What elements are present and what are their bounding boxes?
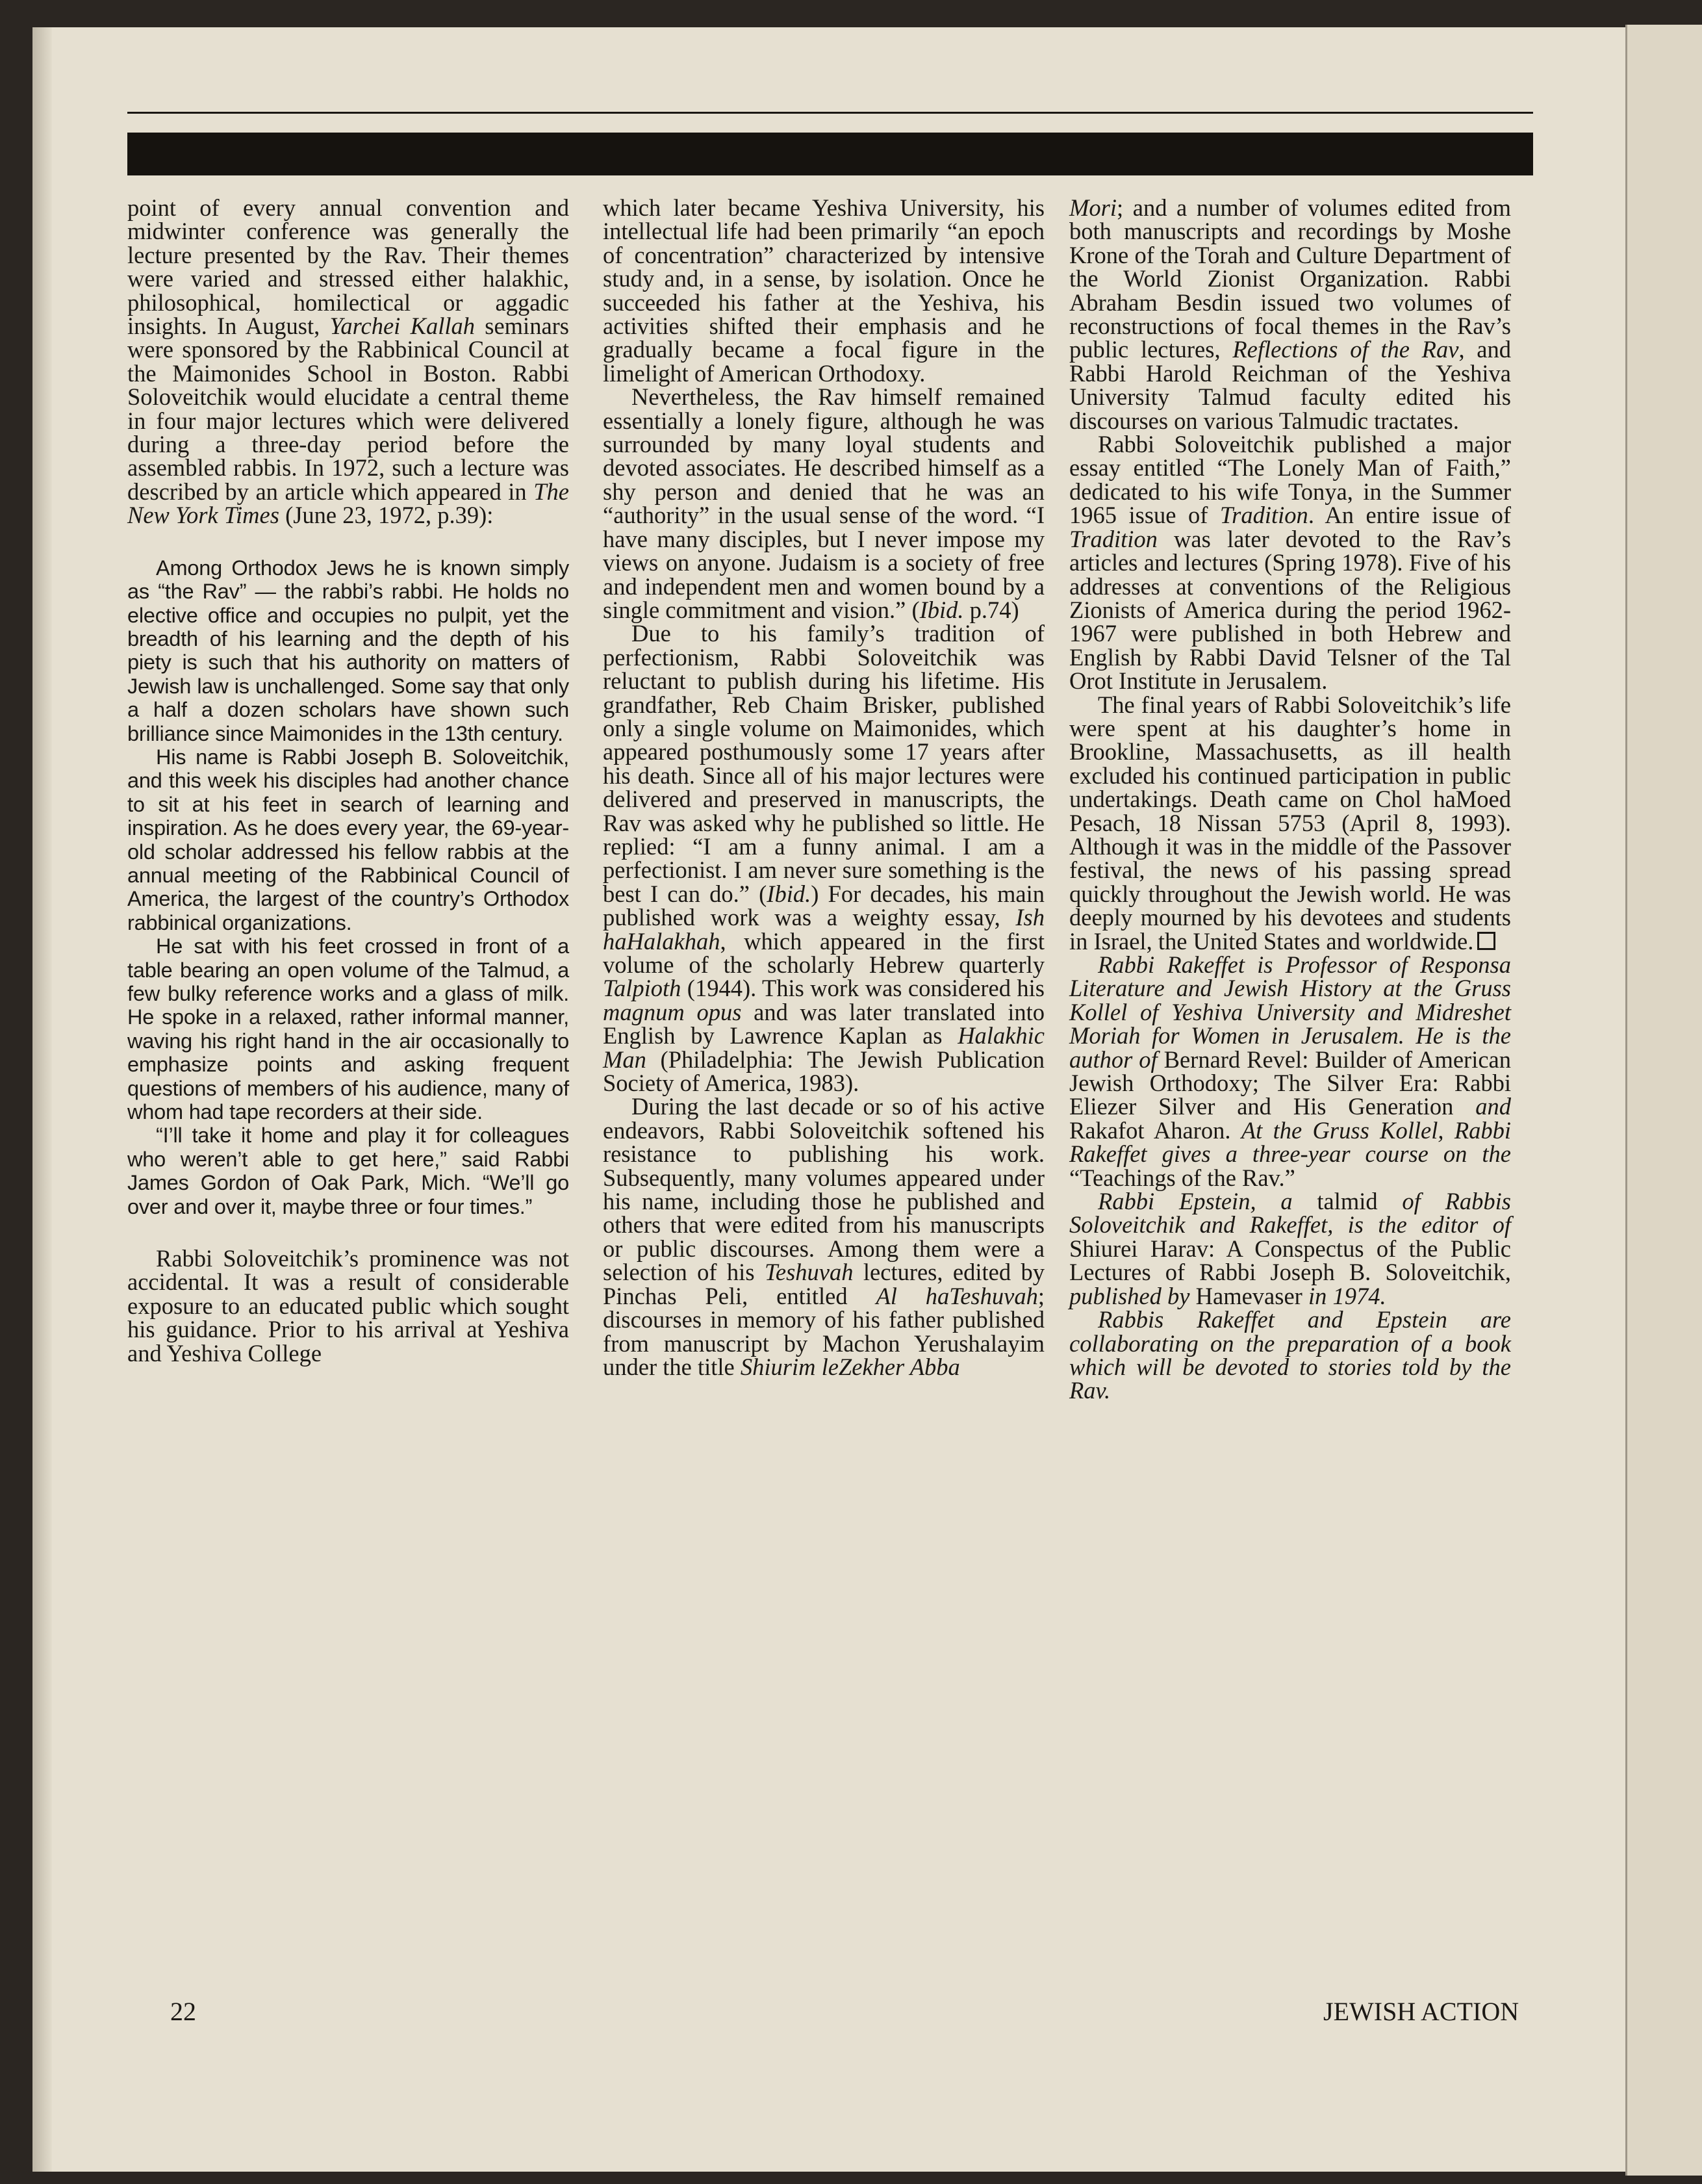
header-black-bar bbox=[127, 133, 1533, 175]
paragraph: Due to his family’s tradition of perfectionism, Rabbi Soloveitchik was reluctant to publish during his lifetime. His grandfather, Reb Chaim Brisker, published only a single volume on Maimonides, which appeared posthumously some 17 years after his death. Since all of his major lectures were delivered and preserved in manuscripts, the Rav was asked why he published so little. He replied: “I am a funny animal. I am a perfectionist. I am never sure something is the best I can do.” (Ibid.) For decades, his main published work was a weighty essay, Ish haHalakhah, which appeared in the first volume of the scholarly Hebrew quarterly Talpioth (1944). This work was considered his magnum opus and was later translated into English by Lawrence Kaplan as Halakhic Man (Philadelphia: The Jewish Publication Society of America, 1983). bbox=[603, 620, 1045, 1097]
magazine-title: JEWISH ACTION bbox=[1323, 1997, 1519, 2026]
paragraph: During the last decade or so of his active endeavors, Rabbi Soloveitchik softened his resistance to publishing his work. Subsequently, many volumes appeared under his name, including those he published and others that were edited from his manuscripts or public discourses. Among them were a selection of his Teshuvah lectures, edited by Pinchas Peli, entitled Al haTeshuvah; discourses in memory of his father published from manuscript by Machon Yerushalayim under the title Shiurim leZekher Abba bbox=[603, 1093, 1045, 1380]
quote-paragraph: He sat with his feet crossed in front of a table bearing an open volume of the Talmud, a few bulky reference works and a glass of milk. He spoke in a relaxed, rather informal manner, waving his right hand in the air occasionally to emphasize points and asking frequent questions of members of his audience, many of whom had tape recorders at their side. bbox=[127, 934, 569, 1124]
paragraph: Mori; and a number of volumes edited from both manuscripts and recordings by Moshe Krone of the Torah and Culture Department of the World Zionist Organization. Rabbi Abraham Besdin issued two volumes of reconstructions of focal themes in the Rav’s public lectures, Reflections of the Rav, and Rabbi Harold Reichman of the Yeshiva University Talmud faculty edited his discourses on various Talmudic tractates. bbox=[1069, 194, 1511, 434]
header-rule bbox=[127, 112, 1533, 114]
author-bio: Rabbis Rakeffet and Epstein are collaborating on the preparation of a book which will be devoted to stories told by the Rav. bbox=[1069, 1306, 1511, 1404]
quote-paragraph: His name is Rabbi Joseph B. Soloveitchik, and this week his disciples had another chance to sit at his feet in search of learning and inspiration. As he does every year, the 69-year-old scholar addressed his fellow rabbis at the annual meeting of the Rabbinical Council of America, the largest of the country’s Orthodox rabbinical organizations. bbox=[127, 745, 569, 934]
page-binding-shadow bbox=[32, 27, 52, 2172]
paragraph: Rabbi Soloveitchik published a major essay entitled “The Lonely Man of Faith,” dedicated to his wife Tonya, in the Summer 1965 issue of Tradition. An entire issue of Tradition was later devoted to the Rav’s articles and lectures (Spring 1978). Five of his addresses at conventions of the Religious Zionists of America during the period 1962-1967 were published in both Hebrew and English by Rabbi David Telsner of the Tal Orot Institute in Jerusalem. bbox=[1069, 431, 1511, 695]
paragraph: point of every annual convention and midwinter conference was generally the lecture presented by the Rav. Their themes were varied and stressed either halakhic, philosophical, homilectical or aggadic insights. In August, Yarchei Kallah seminars were sponsored by the Rabbinical Council at the Maimonides School in Boston. Rabbi Soloveitchik would elucidate a central theme in four major lectures which were delivered during a three-day period before the assembled rabbis. In 1972, such a lecture was described by an article which appeared in The New York Times (June 23, 1972, p.39): bbox=[127, 194, 569, 529]
end-of-article-box-icon bbox=[1477, 932, 1495, 950]
article-column-2 bbox=[603, 196, 1045, 1379]
paragraph: Nevertheless, the Rav himself remained essentially a lonely figure, although he was surrounded by many loyal students and devoted associates. He described himself as a shy person and denied that he was an “authority” in the usual sense of the word. “I have many disciples, but I never impose my views on anyone. Judaism is a society of free and independent men and women bound by a single commitment and vision.” (Ibid. p.74) bbox=[603, 383, 1045, 623]
article-column-1 bbox=[127, 196, 569, 1365]
paragraph: The final years of Rabbi Soloveitchik’s life were spent at his daughter’s home in Brookline, Massachusetts, as ill health excluded his continued participation in public undertakings. Death came on Chol haMoed Pesach, 18 Nissan 5753 (April 8, 1993). Although it was in the middle of the Passover festival, the news of his passing spread quickly throughout the Jewish world. He was deeply mourned by his devotees and students in Israel, the United States and worldwide. bbox=[1069, 691, 1511, 955]
quote-paragraph: “I’ll take it home and play it for colleagues who weren’t able to get here,” said Rabbi James Gordon of Oak Park, Mich. “We’ll go over and over it, maybe three or four times.” bbox=[127, 1124, 569, 1218]
paragraph: Rabbi Soloveitchik’s prominence was not accidental. It was a result of considerable exposure to an educated public which sought his guidance. Prior to his arrival at Yeshiva and Yeshiva College bbox=[127, 1245, 569, 1367]
author-bio: Rabbi Rakeffet is Professor of Responsa Literature and Jewish History at the Gruss Kollel of Yeshiva University and Midreshet Moriah for Women in Jerusalem. He is the author of Bernard Revel: Builder of American Jewish Orthodoxy; The Silver Era: Rabbi Eliezer Silver and His Generation and Rakafot Aharon. At the Gruss Kollel, Rabbi Rakeffet gives a three-year course on the “Teachings of the Rav.” bbox=[1069, 951, 1512, 1191]
facing-page-edge bbox=[1625, 25, 1702, 2176]
page-number: 22 bbox=[170, 1997, 196, 2026]
quote-paragraph: Among Orthodox Jews he is known simply as “the Rav” — the rabbi’s rabbi. He holds no elective office and occupies no pulpit, yet the breadth of his learning and the depth of his piety is such that his authority on matters of Jewish law is unchallenged. Some say that only a half a dozen scholars have shown such brilliance since Maimonides in the 13th century. bbox=[127, 556, 569, 745]
article-column-3 bbox=[1069, 196, 1511, 1403]
author-bio: Rabbi Epstein, a talmid of Rabbis Soloveitchik and Rakeffet, is the editor of Shiurei Harav: A Conspectus of the Public Lectures of Rabbi Joseph B. Soloveitchik, published by Hamevaser in 1974. bbox=[1069, 1188, 1511, 1309]
paragraph: which later became Yeshiva University, his intellectual life had been primarily “an epoch of concentration” characterized by intensive study and, in a sense, by isolation. Once he succeeded his father at the Yeshiva, his activities shifted their emphasis and he gradually became a focal figure in the limelight of American Orthodoxy. bbox=[603, 194, 1045, 387]
